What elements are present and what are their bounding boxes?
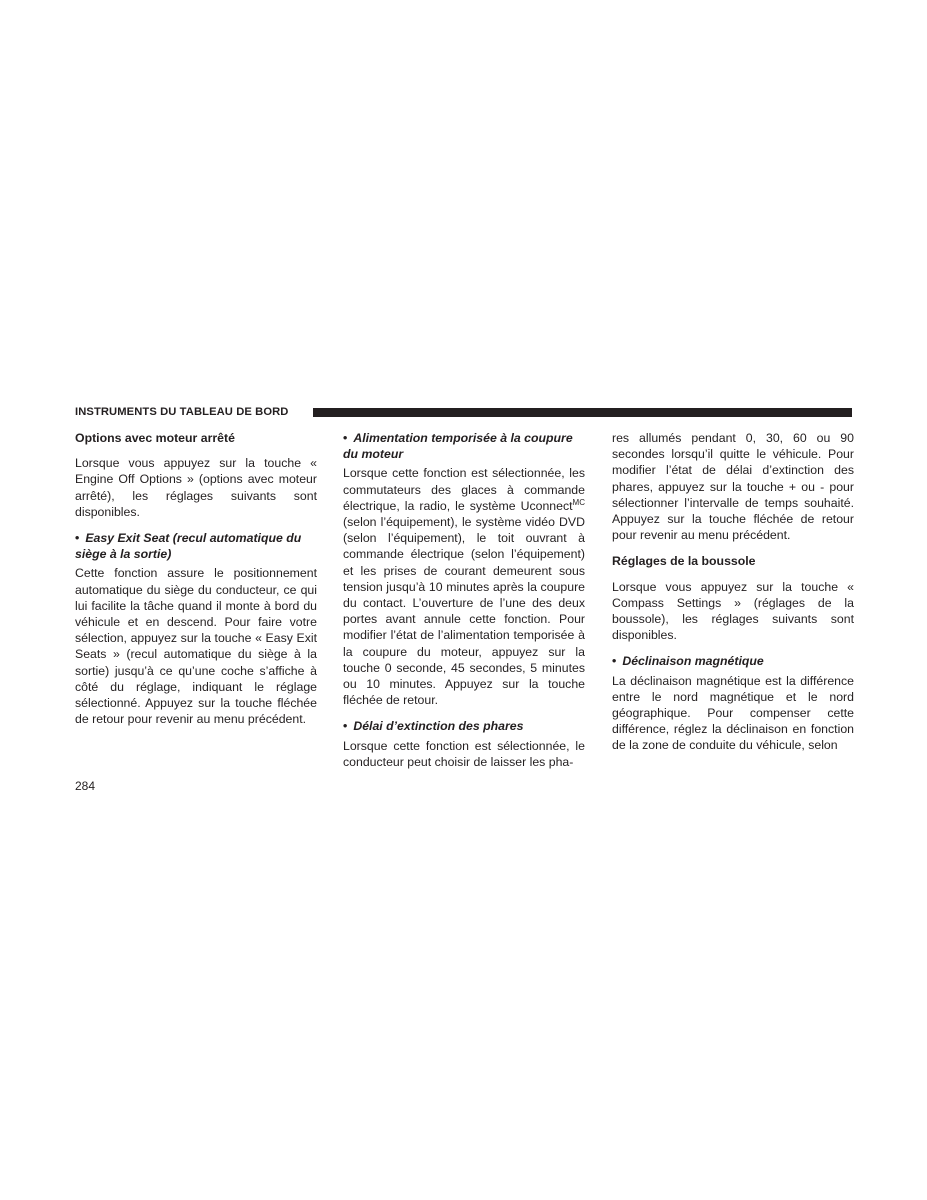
section-title: INSTRUMENTS DU TABLEAU DE BORD	[75, 406, 289, 418]
bullet-icon: •	[343, 431, 348, 445]
bullet-icon: •	[75, 531, 80, 546]
subheading-easy-exit-seat	[75, 530, 317, 562]
paragraph-easy-exit-seat: Cette fonction assure le positionnement automatique du siège du conducteur, ce qui lui facilite la tâche quand il monte à bord du véhicule et en descend. Pour faire votre sélection, appuyez sur la touche « Easy Exit Seats » (recul automatique du siège à la sortie) jusqu’à ce qu’une coche s’affiche à côté du réglage, indiquant le réglage sélectionné. Appuyez sur la touche fléchée de retour pour revenir au menu précédent.	[75, 566, 317, 727]
paragraph-engine-off-intro: Lorsque vous appuyez sur la touche « Engine Off Options » (options avec moteur arrêté), les réglages suivants sont disponibles.	[75, 456, 317, 519]
column-right	[612, 430, 854, 764]
subheading-delayed-power-text: Alimentation temporisée à la coupure du moteur	[343, 431, 573, 462]
paragraph-headlight-delay-cont: res allumés pendant 0, 30, 60 ou 90 secondes lorsqu’il quitte le véhicule. Pour modifier l’état de délai d’extinction des phares, appuyez sur la touche + ou - pour sélectionner l’intervalle de temps souhaité. Appuyez sur la touche fléchée de retour pour revenir au menu précédent.	[612, 431, 854, 543]
paragraph-delayed-power	[343, 465, 585, 708]
paragraph-delayed-power-part2: (selon l’équipement), le système vidéo DVD (selon l’équipement), le toit ouvrant à commande électrique (selon l’équipement) et les prises de courant demeurent sous tension jusqu’à 10 minutes après la coupure du contact. L’ouverture de l’une des deux portes avant annule cette fonction. Pour modifier l’état de l’alimentation temporisée à la coupure du moteur, appuyez sur la touche 0 seconde, 45 secondes, 5 minutes ou 10 minutes. Appuyez sur la touche fléchée de retour.	[343, 515, 585, 708]
paragraph-magnetic-declination: La déclinaison magnétique est la différence entre le nord magnétique et le nord géographique. Pour compenser cette différence, réglez la déclinaison en fonction de la zone de conduite du véhicule, selon	[612, 673, 854, 753]
heading-engine-off-options: Options avec moteur arrêté	[75, 431, 235, 445]
column-middle	[343, 430, 585, 780]
paragraph-delayed-power-part1: Lorsque cette fonction est sélectionnée, les commutateurs des glaces à commande électrique, la radio, le système Uconnect	[343, 466, 585, 513]
subheading-easy-exit-seat-text: Easy Exit Seat (recul automatique du siège à la sortie)	[75, 531, 302, 562]
header-rule	[313, 408, 852, 417]
running-header	[75, 405, 852, 419]
subheading-delayed-power	[343, 430, 585, 462]
subheading-magnetic-declination-text: Déclinaison magnétique	[622, 654, 764, 669]
subheading-magnetic-declination	[612, 653, 854, 669]
column-left	[75, 430, 317, 737]
bullet-icon: •	[612, 654, 617, 669]
bullet-icon: •	[343, 719, 348, 734]
page-number: 284	[75, 779, 96, 793]
heading-compass-settings: Réglages de la boussole	[612, 554, 756, 569]
paragraph-compass-intro: Lorsque vous appuyez sur la touche « Compass Settings » (réglages de la boussole), les réglages suivants sont disponibles.	[612, 579, 854, 643]
trademark-superscript: MC	[572, 497, 585, 507]
subheading-headlight-delay	[343, 718, 585, 734]
subheading-headlight-delay-text: Délai d’extinction des phares	[353, 719, 524, 734]
paragraph-headlight-delay: Lorsque cette fonction est sélectionnée, le conducteur peut choisir de laisser les pha-	[343, 738, 585, 769]
